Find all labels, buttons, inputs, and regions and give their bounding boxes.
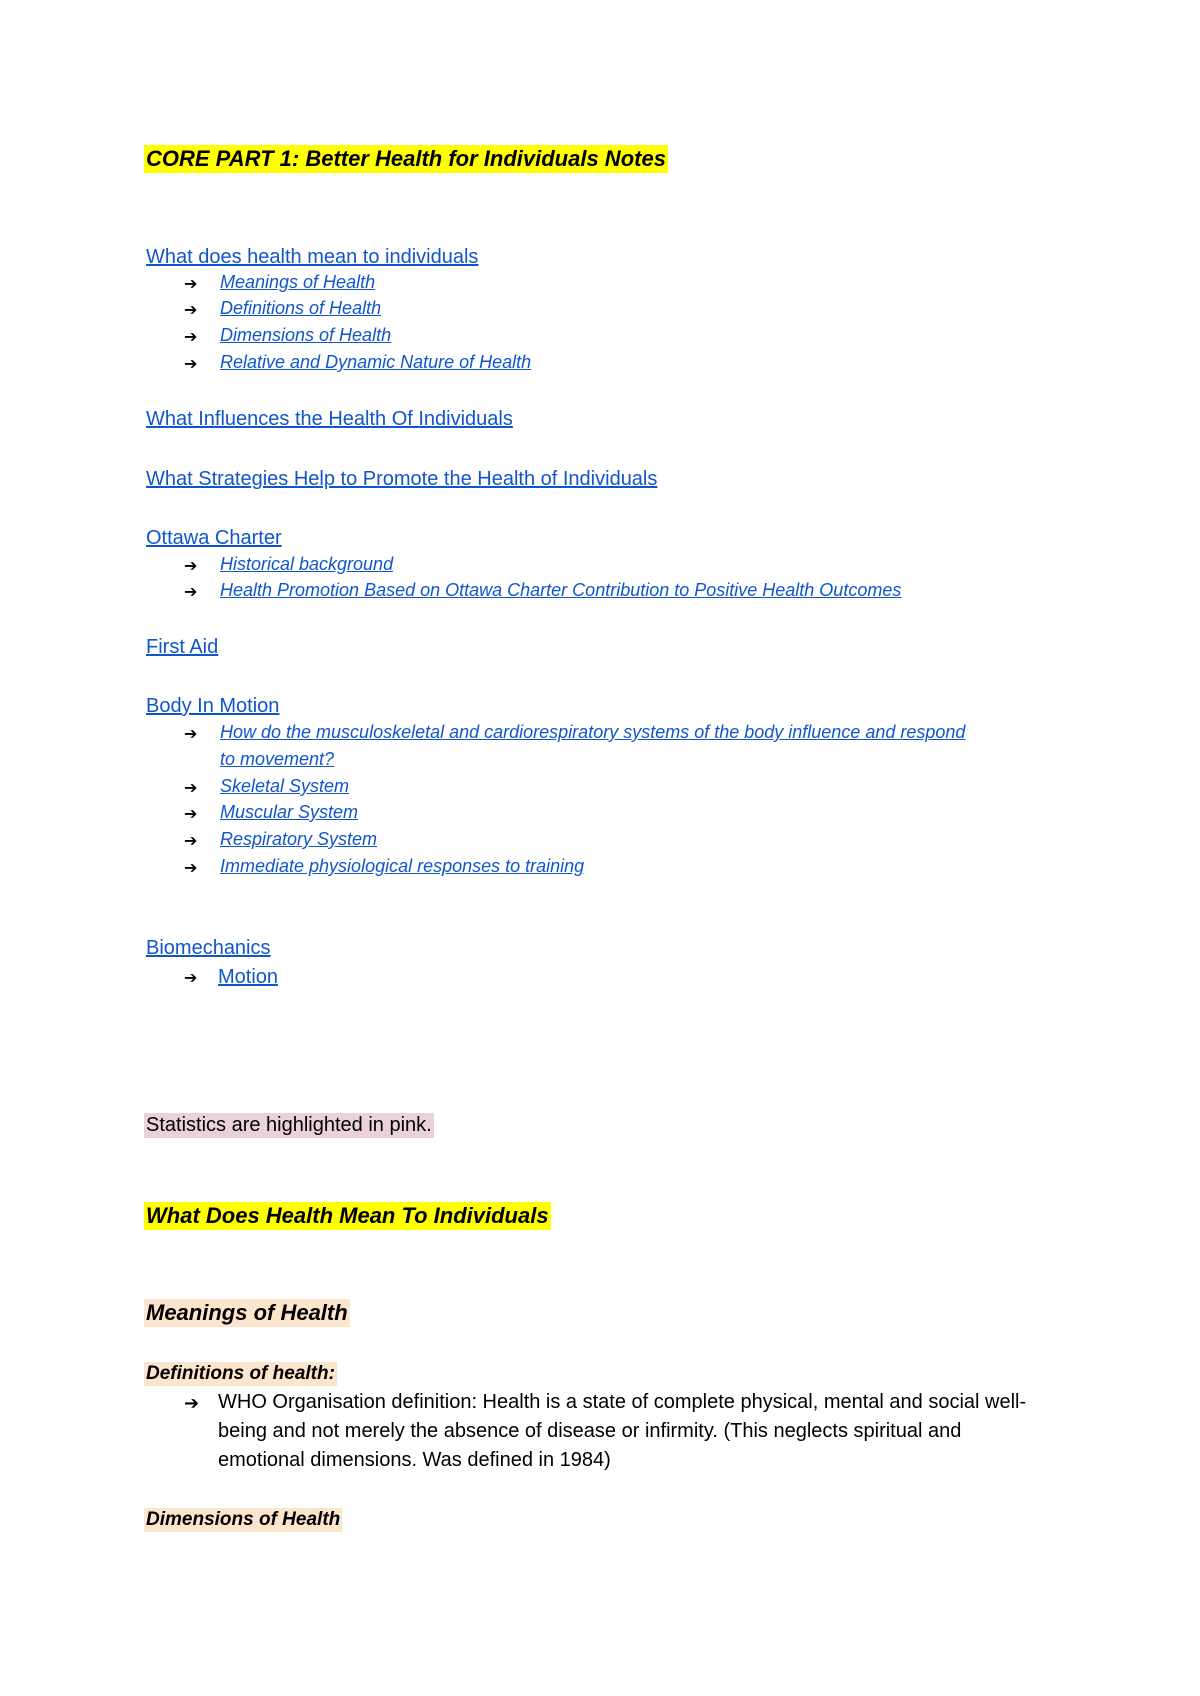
- section-heading: What Does Health Mean To Individuals: [146, 1203, 549, 1228]
- arrow-icon: ➔: [184, 584, 198, 601]
- arrow-icon: ➔: [184, 1393, 200, 1413]
- toc-link-historical[interactable]: Historical background: [220, 554, 394, 574]
- toc-link-respiratory[interactable]: Respiratory System: [220, 829, 378, 849]
- arrow-icon: ➔: [184, 806, 198, 823]
- arrow-icon: ➔: [184, 558, 198, 575]
- arrow-icon: ➔: [184, 356, 198, 373]
- toc-link-first-aid[interactable]: First Aid: [146, 636, 219, 658]
- toc-link-definitions[interactable]: Definitions of Health: [220, 298, 382, 318]
- toc-link-physiological[interactable]: Immediate physiological responses to training: [220, 856, 585, 876]
- toc-link-influences[interactable]: What Influences the Health Of Individuals: [146, 408, 513, 430]
- statistics-note: Statistics are highlighted in pink.: [146, 1114, 432, 1136]
- arrow-icon: ➔: [184, 780, 198, 797]
- page-title: CORE PART 1: Better Health for Individuals Notes: [146, 146, 666, 171]
- arrow-icon: ➔: [184, 860, 198, 877]
- toc-link-health-meaning[interactable]: What does health mean to individuals: [146, 246, 479, 268]
- definitions-label: Definitions of health:: [146, 1363, 335, 1384]
- toc-link-dimensions[interactable]: Dimensions of Health: [220, 325, 392, 345]
- subsection-heading: Meanings of Health: [146, 1300, 348, 1325]
- arrow-icon: ➔: [184, 329, 198, 346]
- dimensions-label: Dimensions of Health: [146, 1509, 341, 1530]
- toc-link-muscular[interactable]: Muscular System: [220, 802, 359, 822]
- arrow-icon: ➔: [184, 970, 198, 987]
- arrow-icon: ➔: [184, 833, 198, 850]
- toc-link-health-promotion[interactable]: Health Promotion Based on Ottawa Charter Contribution to Positive Health Outcomes: [220, 580, 902, 600]
- toc-link-body-in-motion[interactable]: Body In Motion: [146, 695, 280, 717]
- who-definition-text: WHO Organisation definition: Health is a state of complete physical, mental and social well-being and not merely the absence of disease or infirmity. (This neglects spiritual and emotional dimensions. Was defined in 1984): [218, 1391, 1027, 1471]
- arrow-icon: ➔: [184, 302, 198, 319]
- toc-link-ottawa-charter[interactable]: Ottawa Charter: [146, 527, 282, 549]
- toc-link-strategies[interactable]: What Strategies Help to Promote the Health of Individuals: [146, 468, 658, 490]
- arrow-icon: ➔: [184, 726, 198, 743]
- toc-link-meanings[interactable]: Meanings of Health: [220, 272, 376, 292]
- toc-link-musculoskeletal[interactable]: How do the musculoskeletal and cardiorespiratory systems of the body influence and respond: [220, 722, 966, 742]
- toc-link-relative-dynamic[interactable]: Relative and Dynamic Nature of Health: [220, 352, 532, 372]
- arrow-icon: ➔: [184, 276, 198, 293]
- toc-link-motion[interactable]: Motion: [218, 966, 279, 988]
- toc-link-skeletal[interactable]: Skeletal System: [220, 776, 350, 796]
- toc-link-musculoskeletal-cont[interactable]: to movement?: [220, 749, 335, 769]
- toc-link-biomechanics[interactable]: Biomechanics: [146, 937, 271, 959]
